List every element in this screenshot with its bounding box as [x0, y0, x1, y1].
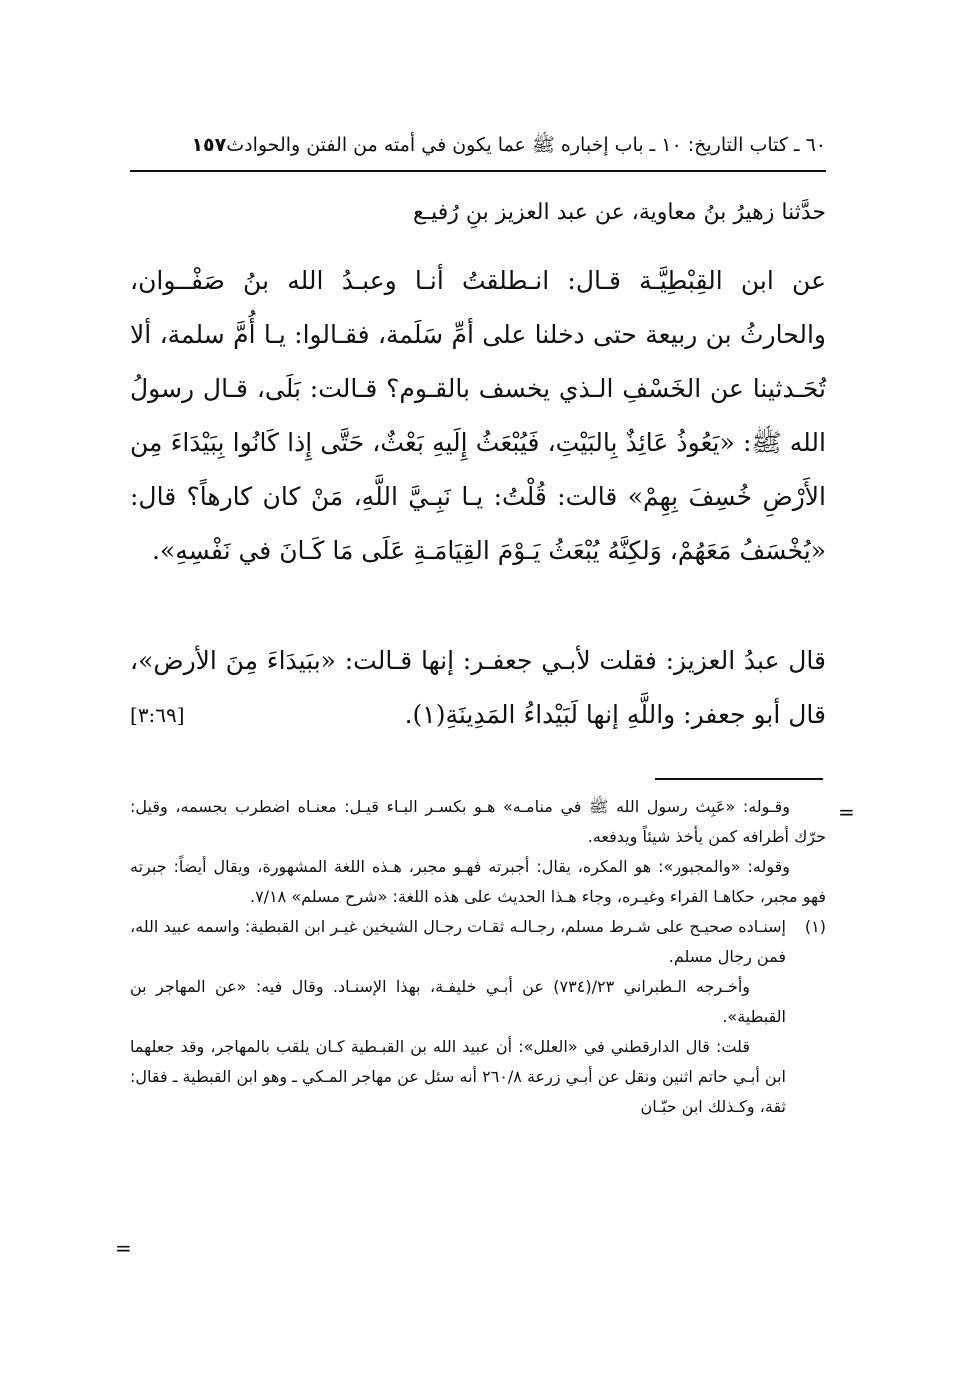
hadith-commentary — [130, 634, 826, 742]
footnote-para: وأخـرجه الـطبراني ٢٣/(٧٣٤) عن أبـي خليفـة، بهذا الإسنـاد. وقال فيه: «عن المهاجر بن القبطية». — [130, 977, 786, 1026]
commentary-body — [130, 634, 826, 742]
running-header — [130, 128, 826, 168]
reference-number: [٣:٦٩] — [130, 703, 185, 727]
hadith-chain: حدَّثنا زهيرُ بنُ معاوية، عن عبد العزيز بنِ رُفيـع — [413, 200, 826, 225]
page-number: ١٥٧ — [191, 134, 227, 156]
footnote-para: قلت: قال الدارقطني في «العلل»: أن عبيد الله بن القبـطية كـان يلقب بالمهاجر، وقد جعلهما ابن أبـي حاتم اثنين ونقل عن أبـي زرعة ٢٦٠/٨ أنه سئل عن مهاجر المـكي ـ وهو ابن القبطية ـ فقال: ثقة، وكـذلك ابن حبّـان — [130, 1037, 787, 1116]
header-rule — [130, 170, 826, 172]
footnote-para: إسنـاده صحيـح على شـرط مسلم، رجـالـه ثقـات رجـال الشيخين غيـر ابن القبطية: واسمه عبيد الله، فمن رجال مسلم. — [130, 917, 786, 966]
continuation-marker-top: = — [838, 800, 855, 824]
footnote-1-body — [130, 912, 786, 1122]
hadith-body: عن ابن القِبْطِيَّـة قـال: انـطلقتُ أنـا وعبـدُ الله بنُ صَفْــوان، والحارثُ بن ربيعة حتى دخلنا على أمِّ سَلَمة، فقـالوا: يـا أُمَّ سلمة، ألا تُحَـدثينا عن الخَسْفِ الـذي يخسف بالقـوم؟ قـالت: بَلَى، قـال رسولُ الله ﷺ: «يَعُوذُ عَائِذٌ بِالبَيْتِ، فَيُبْعَثُ إِلَيهِ بَعْثٌ، حَتَّى إِذا كَانُوا بِبَيْدَاءَ مِن الأَرْضِ خُسِفَ بِهِمْ» قالت: قُلْتُ: يـا نَبِـيَّ اللَّهِ، مَنْ كان كارهاً؟ قال: «يُخْسَفُ مَعَهُمْ، وَلكِنَّهُ يُبْعَثُ يَـوْمَ القِيَامَـةِ عَلَى مَا كَـانَ في نَفْسِهِ». — [130, 266, 826, 565]
continuation-marker-bottom: = — [115, 1236, 132, 1260]
hadith-text — [130, 254, 826, 578]
commentary-text: قال عبدُ العزيز: فقلت لأبـي جعفـر: إنها قـالت: «ببَيدَاءَ مِنَ الأرض»، قال أبو جعفر: واللَّهِ إنها لَبَيْداءُ المَدِينَةِ(١). — [130, 646, 826, 729]
footnotes — [130, 792, 826, 1122]
footnote-para: وقوله: «والمجبور»: هو المكره، يقال: أجبرته فهـو مجبر، هـذه اللغة المشهورة، ويقال أيضاً: جبرته فهو مجبر، حكاهـا الفراء وغيـره، وجاء هـذا الحديث على هذه اللغة: «شرح مسلم» ٧/١٨. — [130, 857, 826, 906]
footnote-mark: (١) — [804, 917, 826, 936]
footnote-rule — [655, 778, 823, 780]
header-title: ٦٠ ـ كتاب التاريخ: ١٠ ـ باب إخباره ﷺ عما يكون في أمته من الفتن والحوادث — [226, 134, 826, 156]
footnote-para: وقـوله: «عَبِث رسول الله ﷺ في منامـه» هـو بكسـر البـاء قيـل: معنـاه اضطرب بجسمه، وقيل: حرّك أطرافه كمن يأخذ شيئاً ويدفعه. — [130, 797, 826, 846]
footnote-1 — [130, 912, 826, 1122]
